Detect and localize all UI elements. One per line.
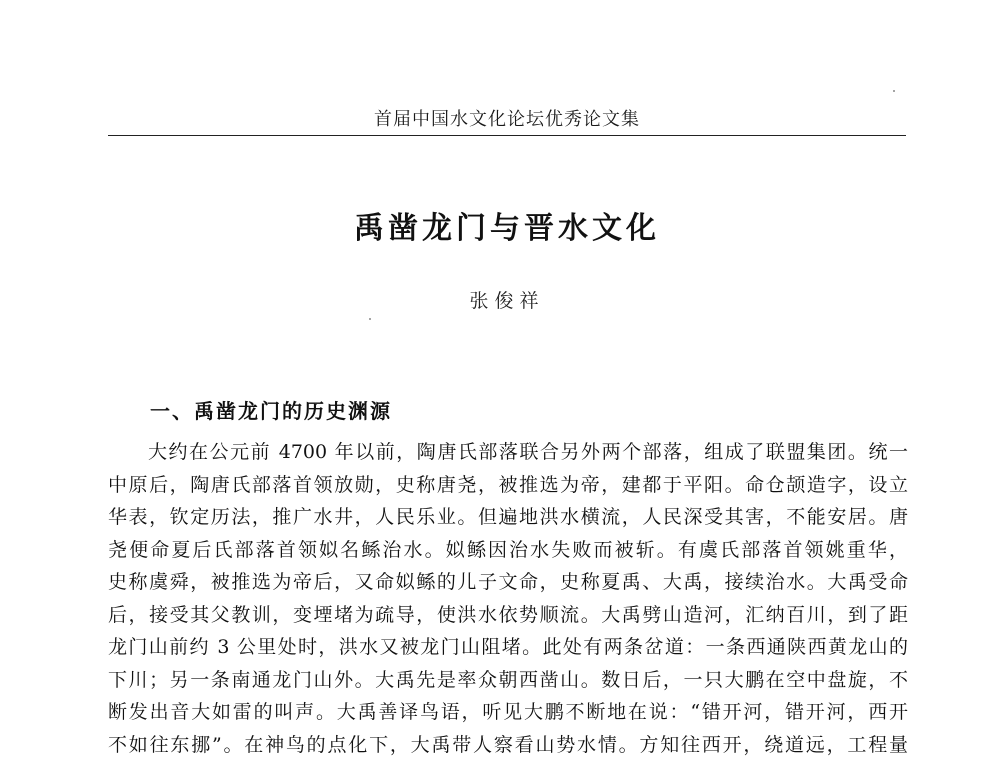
paragraph-line: 大约在公元前 4700 年以前，陶唐氏部落联合另外两个部落，组成了联盟集团。统一	[148, 436, 908, 469]
paragraph-line: 不如往东挪”。在神鸟的点化下，大禹带人察看山势水情。方知往西开，绕道远，工程量	[108, 729, 908, 761]
body-paragraph	[108, 436, 908, 761]
paragraph-line: 尧便命夏后氏部落首领姒名鲧治水。姒鲧因治水失败而被斩。有虞氏部落首领姚重华，	[108, 534, 908, 567]
header-rule	[108, 135, 906, 136]
paragraph-line: 中原后，陶唐氏部落首领放勋，史称唐尧，被推选为帝，建都于平阳。命仓颉造字，设立	[108, 469, 908, 502]
section-heading: 一、禹凿龙门的历史渊源	[150, 395, 392, 424]
scan-speck	[369, 318, 371, 320]
author-name: 张俊祥	[108, 286, 906, 313]
paragraph-line: 华表，钦定历法，推广水井，人民乐业。但遍地洪水横流，人民深受其害，不能安居。唐	[108, 501, 908, 534]
paragraph-line: 下川；另一条南通龙门山外。大禹先是率众朝西凿山。数日后，一只大鹏在空中盘旋，不	[108, 664, 908, 697]
article-title: 禹凿龙门与晋水文化	[108, 203, 906, 247]
paragraph-line: 后，接受其父教训，变堙堵为疏导，使洪水依势顺流。大禹劈山造河，汇纳百川，到了距	[108, 599, 908, 632]
running-header: 首届中国水文化论坛优秀论文集	[108, 105, 906, 131]
paragraph-line: 断发出音大如雷的叫声。大禹善译鸟语，听见大鹏不断地在说：“错开河，错开河，西开	[108, 696, 908, 729]
paragraph-line: 龙门山前约 3 公里处时，洪水又被龙门山阻堵。此处有两条岔道：一条西通陕西黄龙山的	[108, 631, 908, 664]
scan-speck	[893, 90, 895, 92]
paragraph-line: 史称虞舜，被推选为帝后，又命姒鲧的儿子文命，史称夏禹、大禹，接续治水。大禹受命	[108, 566, 908, 599]
